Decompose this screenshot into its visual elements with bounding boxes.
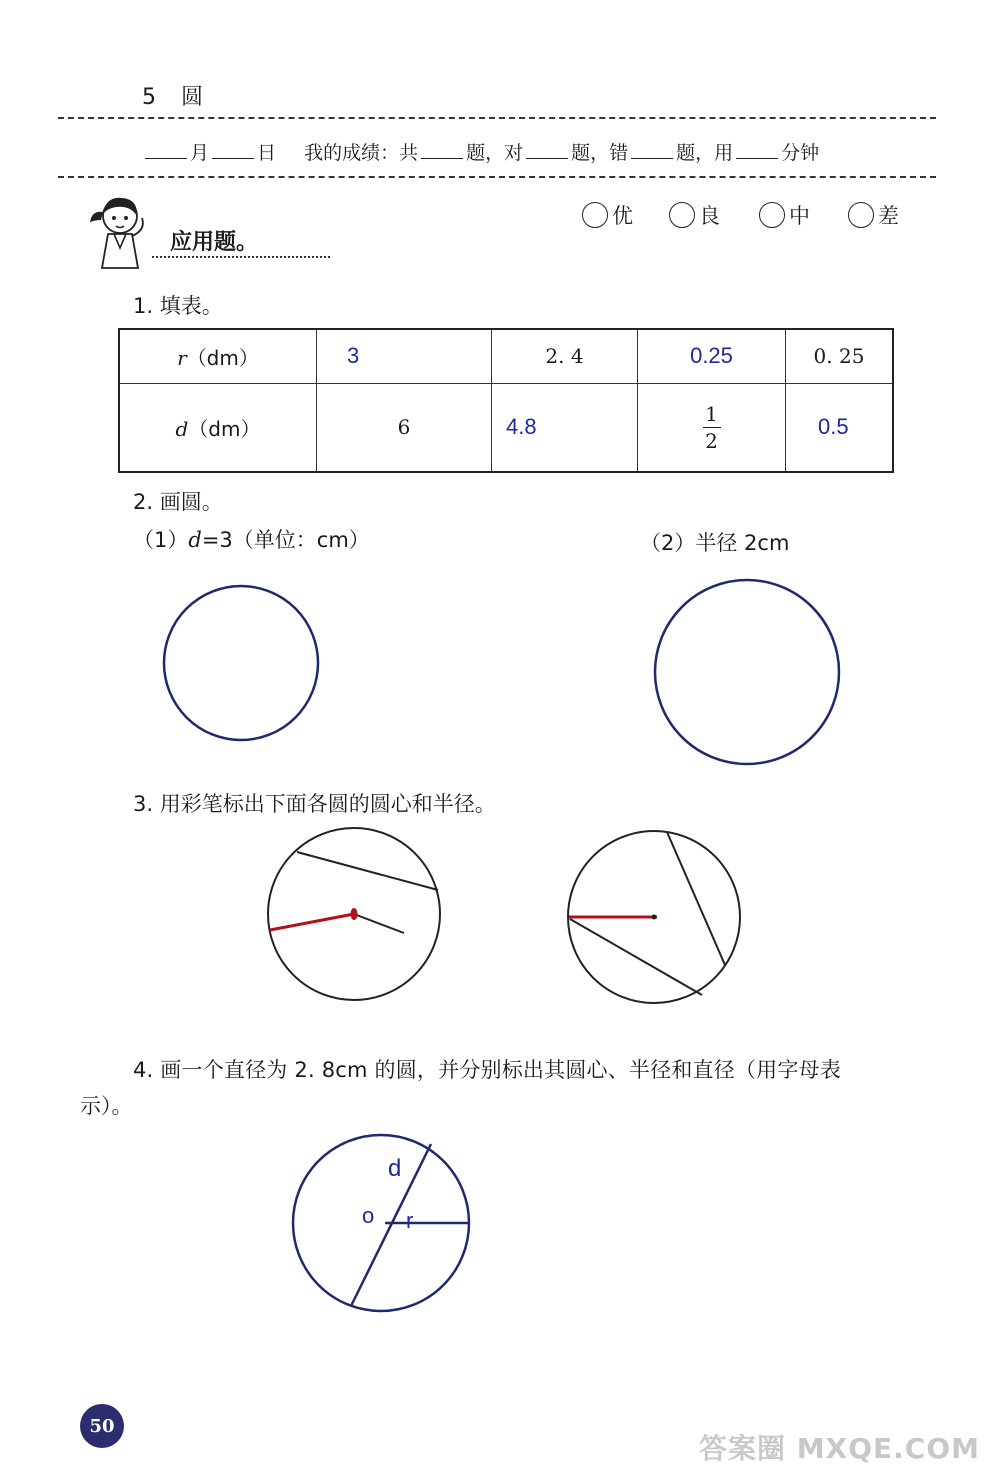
table-row-diameter [119, 383, 893, 472]
divider-bottom [58, 176, 936, 178]
cell-r-4[interactable]: 0. 25 [786, 329, 894, 383]
radius-diameter-table [118, 328, 894, 473]
q1-title: 1. 填表。 [133, 294, 223, 318]
rating-circle[interactable] [848, 202, 874, 228]
cell-r-3[interactable]: 0.25 [638, 329, 786, 383]
q2-circle-radius-2 [645, 575, 850, 775]
rating-circle[interactable] [582, 202, 608, 228]
watermark: 答案圈 MXQE.COM [699, 1432, 980, 1465]
fraction-one-half: $\frac{1}{2}$ [703, 403, 721, 452]
blank-minutes[interactable] [736, 139, 778, 159]
score-month: 月 [190, 142, 210, 164]
score-t2: 题，错 [571, 142, 629, 164]
score-t4: 分钟 [781, 142, 820, 164]
row-header-d: d（dm） [119, 383, 317, 472]
table-row-radius [119, 329, 893, 383]
q4-label-diameter: d [388, 1155, 402, 1182]
q3-circle-right [562, 825, 747, 1010]
q2-part2: （2）半径 2cm [640, 531, 790, 555]
blank-total[interactable] [421, 139, 463, 159]
girl-illustration [86, 190, 156, 272]
rating-circle[interactable] [669, 202, 695, 228]
cell-r-1[interactable]: 3 [317, 329, 492, 383]
page-number-badge [80, 1404, 124, 1448]
score-day: 日 [257, 142, 277, 164]
q4-title-line1: 4. 画一个直径为 2. 8cm 的圆，并分别标出其圆心、半径和直径（用字母表 [133, 1058, 841, 1082]
divider-top [58, 117, 936, 119]
rating-circle[interactable] [759, 202, 785, 228]
section-number: 5 [142, 85, 156, 110]
rating-excellent[interactable]: 优 [582, 200, 633, 230]
score-t3: 题，用 [676, 142, 734, 164]
cell-d-4[interactable]: 0.5 [786, 383, 894, 472]
q4-label-radius: r [406, 1208, 414, 1233]
section-header [142, 80, 203, 111]
rating-good[interactable]: 良 [669, 200, 720, 230]
blank-day[interactable] [212, 139, 254, 159]
q2-title: 2. 画圆。 [133, 490, 223, 514]
q3-circle-left [262, 822, 452, 1007]
score-line [142, 138, 819, 165]
q2-circle-diameter-3 [155, 580, 330, 750]
section-label-dots [152, 256, 330, 258]
q2-part1: （1）d=3（单位：cm） [133, 528, 370, 552]
blank-correct[interactable] [526, 139, 568, 159]
score-lead: 我的成绩：共 [304, 142, 419, 164]
cell-d-3[interactable] [638, 383, 786, 472]
cell-r-2[interactable]: 2. 4 [492, 329, 638, 383]
page-number: 50 [89, 1415, 115, 1437]
blank-month[interactable] [145, 139, 187, 159]
q4-label-center: o [362, 1203, 375, 1228]
cell-d-2[interactable]: 4.8 [492, 383, 638, 472]
score-t1: 题，对 [466, 142, 524, 164]
q4-title-line2: 示）。 [80, 1094, 133, 1118]
rating-fair[interactable]: 中 [759, 200, 810, 230]
q3-title: 3. 用彩笔标出下面各圆的圆心和半径。 [133, 792, 496, 816]
section-label: 应用题。 [170, 230, 259, 255]
q4-circle-diagram [285, 1130, 480, 1315]
row-header-r: r（dm） [119, 329, 317, 383]
section-title: 圆 [181, 85, 204, 110]
cell-d-1[interactable]: 6 [317, 383, 492, 472]
rating-poor[interactable]: 差 [848, 200, 899, 230]
blank-wrong[interactable] [631, 139, 673, 159]
